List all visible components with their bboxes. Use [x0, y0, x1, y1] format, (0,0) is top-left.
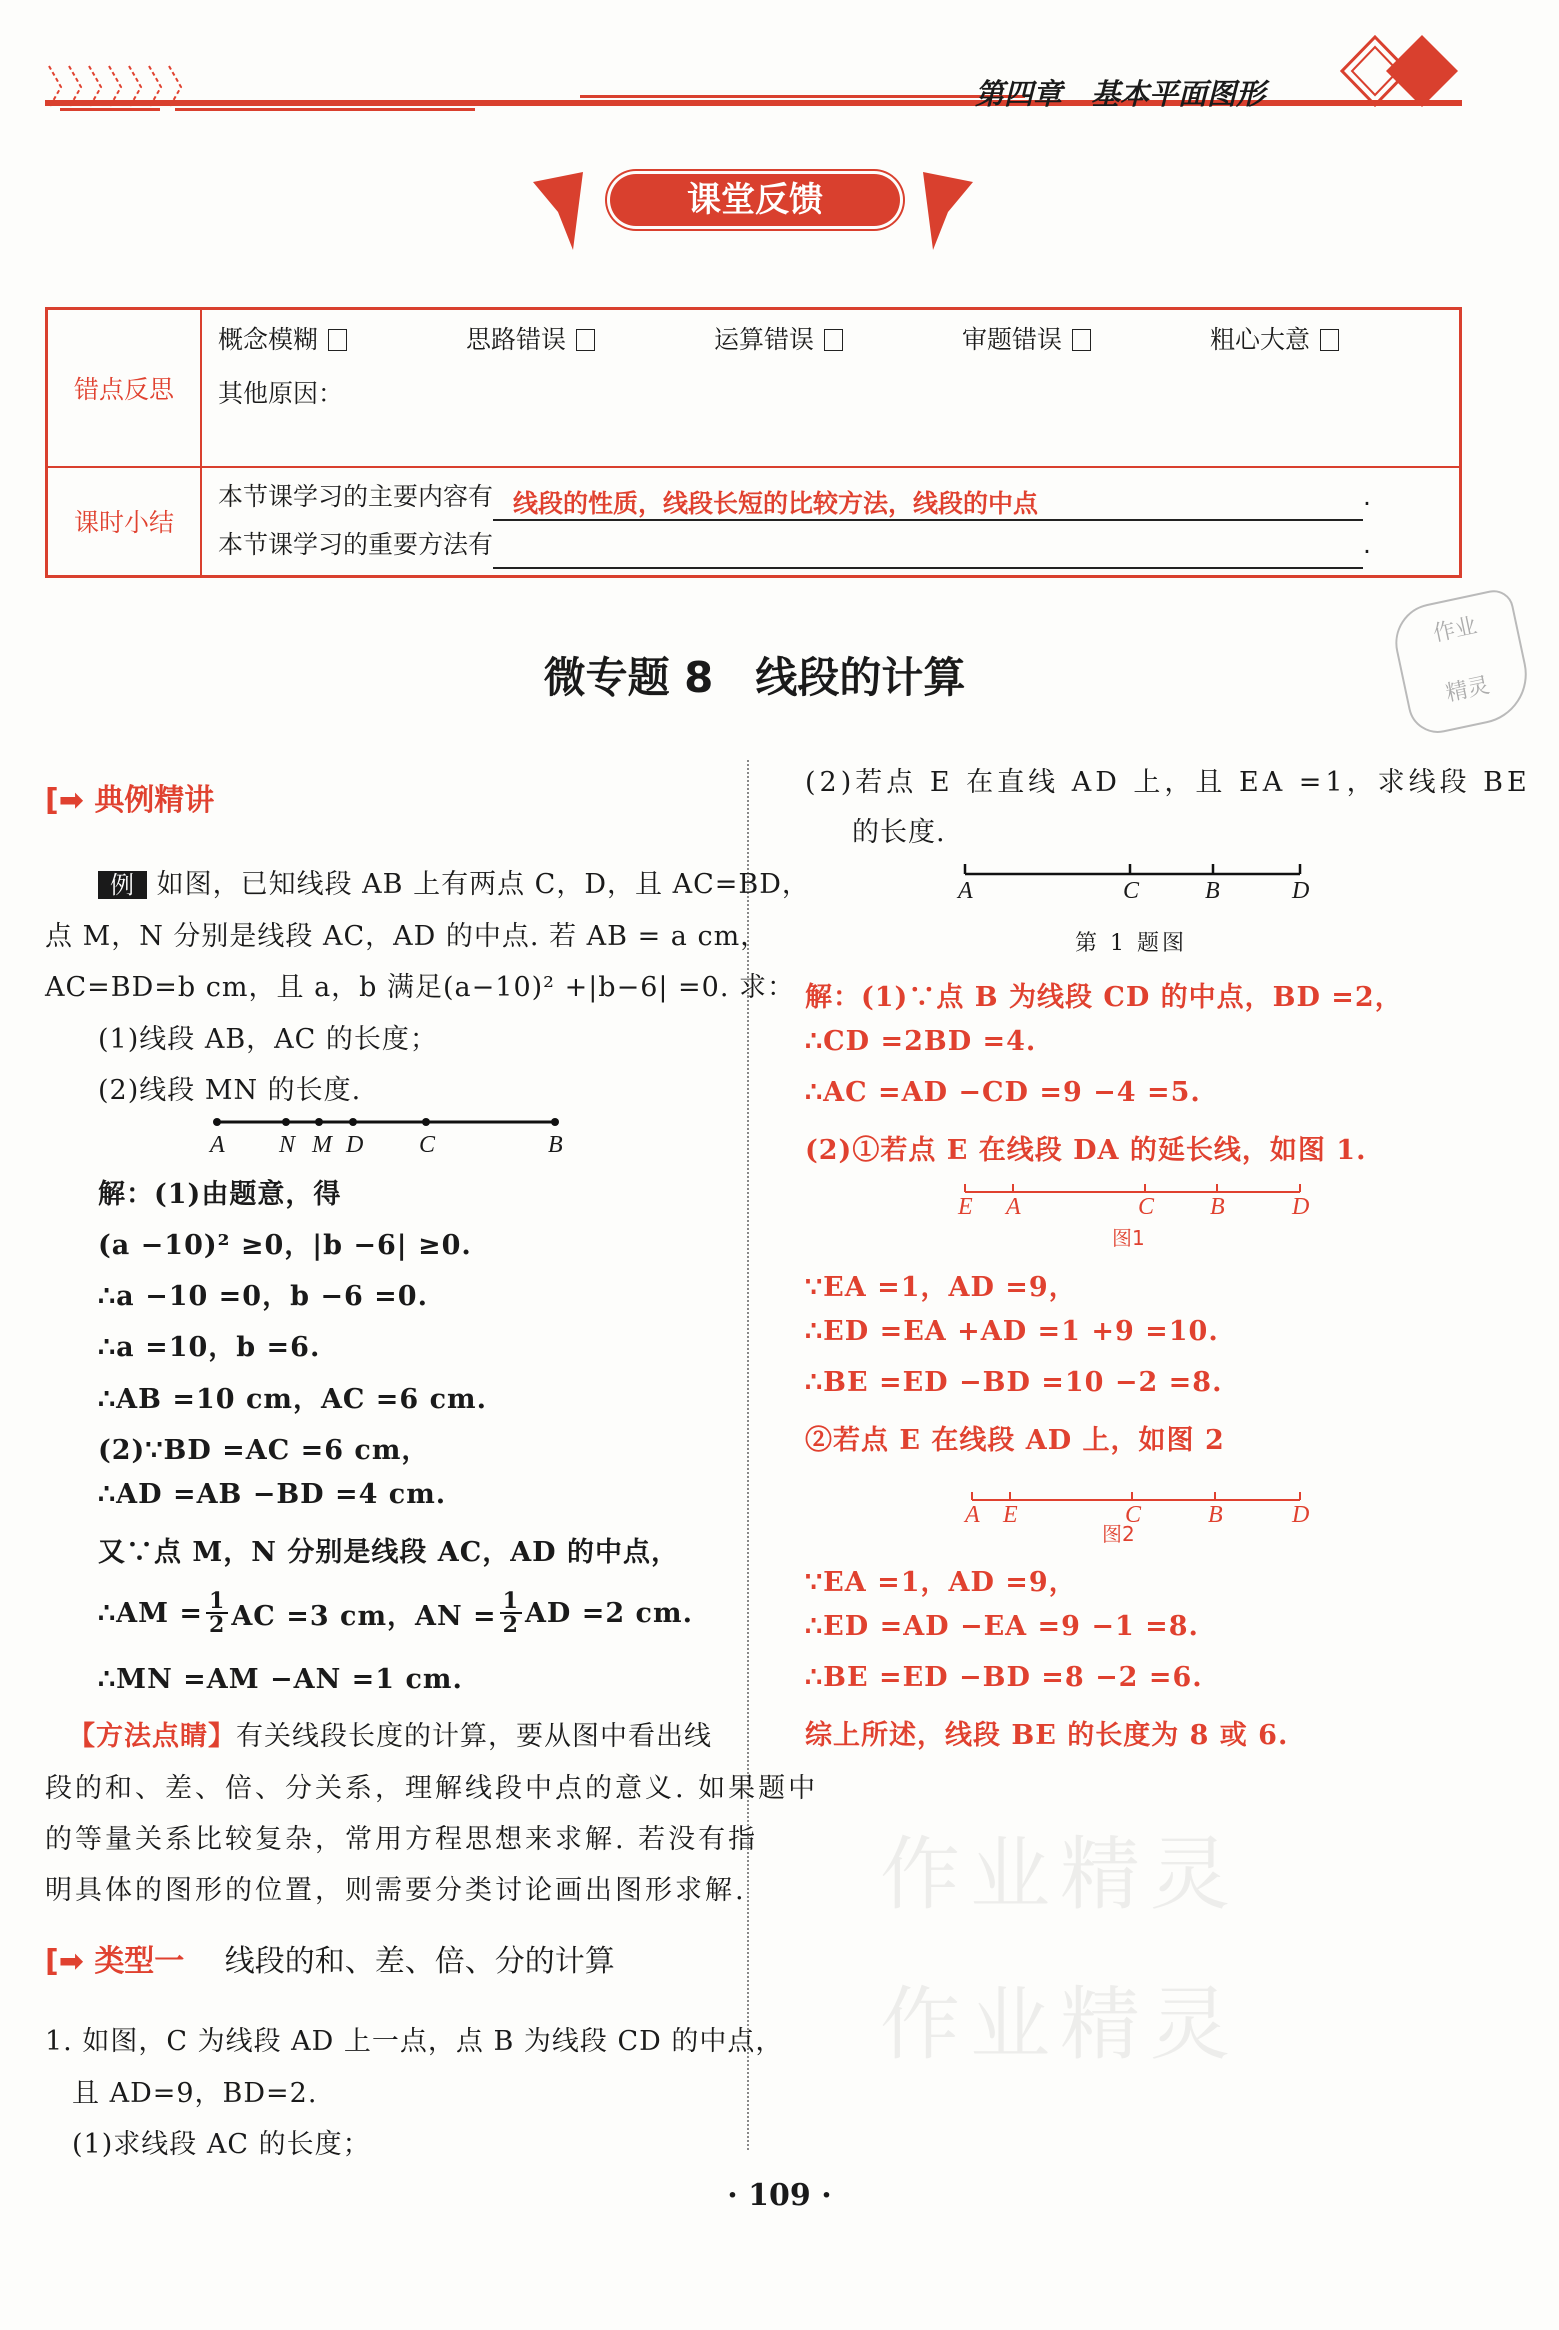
option-concept[interactable]: 概念模糊	[218, 320, 466, 356]
answer-line: ∴ED =AD −EA =9 −1 =8.	[805, 1611, 1199, 1642]
ribbon-left-icon	[528, 172, 588, 252]
method-tag: 【方法点睛】	[68, 1721, 236, 1752]
solution-line: ∴a −10 =0，b −6 =0.	[98, 1281, 428, 1312]
stamp-watermark: 作业 精灵	[1388, 587, 1536, 739]
question-line: 1. 如图，C 为线段 AD 上一点，点 B 为线段 CD 的中点，	[45, 2026, 784, 2057]
example-tag: 例	[98, 871, 147, 899]
solution-line: ∴a =10，b =6.	[98, 1332, 321, 1363]
point-label: E	[1003, 1502, 1018, 1528]
checkbox[interactable]	[824, 329, 843, 351]
segment-ad-2	[962, 1486, 1342, 1506]
example-line-4: (1)线段 AB，AC 的长度；	[98, 1024, 438, 1055]
arrow-bracket-icon: [➡	[45, 783, 84, 818]
solution-line: (2)∵BD =AC =6 cm，	[98, 1435, 430, 1466]
method-line: 的等量关系比较复杂，常用方程思想来求解. 若没有指	[45, 1824, 759, 1855]
point-label: C	[1125, 1502, 1142, 1528]
point-label: C	[1138, 1194, 1155, 1220]
page-number: · 109 ·	[727, 2178, 832, 2213]
point-label: N	[279, 1132, 296, 1158]
answer-line: ②若点 E 在线段 AD 上，如图 2	[805, 1425, 1225, 1456]
example-line-2: 点 M，N 分别是线段 AC，AD 的中点. 若 AB = a cm，	[45, 921, 769, 952]
question-line: (1)求线段 AC 的长度；	[72, 2129, 371, 2160]
point-label: A	[965, 1502, 980, 1528]
example-diagram	[200, 1112, 580, 1172]
method-line: 段的和、差、倍、分关系，理解线段中点的意义. 如果题中	[45, 1773, 819, 1804]
answer-line: ∵EA =1，AD =9，	[805, 1567, 1077, 1598]
example-line-5: (2)线段 MN 的长度.	[98, 1075, 362, 1106]
segment-ad	[955, 858, 1335, 878]
question-line: 且 AD=9，BD=2.	[72, 2078, 318, 2109]
checkbox[interactable]	[1320, 329, 1339, 351]
answer-line: ∴BE =ED −BD =10 −2 =8.	[805, 1367, 1223, 1398]
other-reason[interactable]: 其他原因：	[218, 379, 344, 408]
solution-line: 解：(1)由题意，得	[98, 1179, 342, 1210]
option-careless[interactable]: 粗心大意	[1210, 320, 1339, 356]
topic-title: 微专题 8 线段的计算	[543, 653, 966, 702]
fraction-line: ∴AM = $\frac{1}{2}$ AC =3 cm，AN = $\frac{1}{2}$ AD =2 cm.	[98, 1588, 693, 1638]
point-label: B	[1208, 1502, 1223, 1528]
header-rule-accent	[175, 108, 475, 111]
method-answer-field[interactable]	[493, 537, 1363, 569]
point-label: D	[1292, 1502, 1310, 1528]
fraction: $\frac{1}{2}$	[206, 1590, 228, 1636]
option-reading[interactable]: 审题错误	[962, 320, 1210, 356]
summary-content-row: 本节课学习的主要内容有 线段的性质，线段长短的比较方法，线段的中点 .	[218, 473, 1459, 521]
example-line-3: AC=BD=b cm，且 a，b 满足(a−10)² +|b−6| =0. 求：	[45, 972, 796, 1003]
answer-line: ∴CD =2BD =4.	[805, 1026, 1037, 1057]
answer-line: 解：(1)∵点 B 为线段 CD 的中点，BD =2，	[805, 982, 1403, 1013]
question-line: 的长度.	[852, 817, 946, 848]
point-label: A	[958, 878, 973, 904]
solution-line: ∴MN =AM −AN =1 cm.	[98, 1664, 463, 1695]
fraction: $\frac{1}{2}$	[500, 1590, 522, 1636]
feedback-table	[45, 307, 1462, 578]
diamond-logo-icon	[1340, 35, 1465, 107]
summary-method-row: 本节课学习的重要方法有 .	[218, 521, 1459, 569]
banner-title: 课堂反馈	[610, 174, 900, 226]
figure-1	[955, 1178, 1335, 1238]
point-label: B	[548, 1132, 563, 1158]
figure-2-caption: 图2	[1102, 1522, 1135, 1546]
answer-line: 综上所述，线段 BE 的长度为 8 或 6.	[805, 1720, 1289, 1751]
point-label: C	[1123, 878, 1140, 904]
point-label: M	[312, 1132, 332, 1158]
row-label-mistakes: 错点反思	[47, 309, 202, 467]
figure-1-caption: 图1	[1112, 1226, 1145, 1250]
point-label: C	[419, 1132, 436, 1158]
arrow-bracket-icon: [➡	[45, 1944, 84, 1979]
solution-line: ∴AB =10 cm，AC =6 cm.	[98, 1384, 488, 1415]
method-line: 【方法点睛】有关线段长度的计算，要从图中看出线	[68, 1721, 712, 1752]
answer-line: ∴AC =AD −CD =9 −4 =5.	[805, 1077, 1201, 1108]
chapter-title: 第四章 基本平面图形	[975, 77, 1266, 111]
checkbox[interactable]	[576, 329, 595, 351]
option-calculation[interactable]: 运算错误	[714, 320, 962, 356]
segment-ab	[200, 1112, 580, 1132]
method-line: 明具体的图形的位置，则需要分类讨论画出图形求解.	[45, 1875, 747, 1906]
checkbox[interactable]	[328, 329, 347, 351]
content-answer-field[interactable]: 线段的性质，线段长短的比较方法，线段的中点	[493, 489, 1363, 521]
answer-line: ∴BE =ED −BD =8 −2 =6.	[805, 1662, 1203, 1693]
watermark: 作业精灵	[880, 1978, 1240, 2071]
answer-line: (2)①若点 E 在线段 DA 的延长线，如图 1.	[805, 1135, 1367, 1166]
point-label: E	[958, 1194, 973, 1220]
point-label: D	[346, 1132, 364, 1158]
ribbon-right-icon	[918, 172, 978, 252]
header-rule-short	[60, 108, 160, 111]
solution-line: ∴AD =AB −BD =4 cm.	[98, 1479, 447, 1510]
header-rule-accent-2	[580, 95, 1025, 98]
mistake-options	[218, 320, 1459, 356]
point-label: D	[1292, 1194, 1310, 1220]
answer-line: ∵EA =1，AD =9，	[805, 1272, 1077, 1303]
section-heading-examples: [➡ 典例精讲	[45, 783, 215, 818]
answer-line: ∴ED =EA +AD =1 +9 =10.	[805, 1316, 1219, 1347]
question-diagram	[955, 858, 1335, 918]
point-label: B	[1210, 1194, 1225, 1220]
row-label-summary: 课时小结	[47, 467, 202, 577]
solution-line: (a −10)² ≥0，|b −6| ≥0.	[98, 1230, 472, 1261]
figure-caption: 第 1 题图	[1075, 931, 1187, 956]
point-label: B	[1205, 878, 1220, 904]
option-thinking[interactable]: 思路错误	[466, 320, 714, 356]
solution-line: 又∵点 M，N 分别是线段 AC，AD 的中点，	[98, 1537, 679, 1568]
point-label: A	[1006, 1194, 1021, 1220]
question-line: (2)若点 E 在直线 AD 上，且 EA =1，求线段 BE	[805, 767, 1531, 798]
section-heading-type1: [➡ 类型一 线段的和、差、倍、分的计算	[45, 1944, 615, 1979]
checkbox[interactable]	[1072, 329, 1091, 351]
example-line-1: 例 如图，已知线段 AB 上有两点 C，D，且 AC=BD，	[98, 862, 810, 901]
point-label: A	[210, 1132, 225, 1158]
watermark: 作业精灵	[880, 1828, 1240, 1921]
figure-2	[962, 1486, 1342, 1546]
point-label: D	[1292, 878, 1310, 904]
